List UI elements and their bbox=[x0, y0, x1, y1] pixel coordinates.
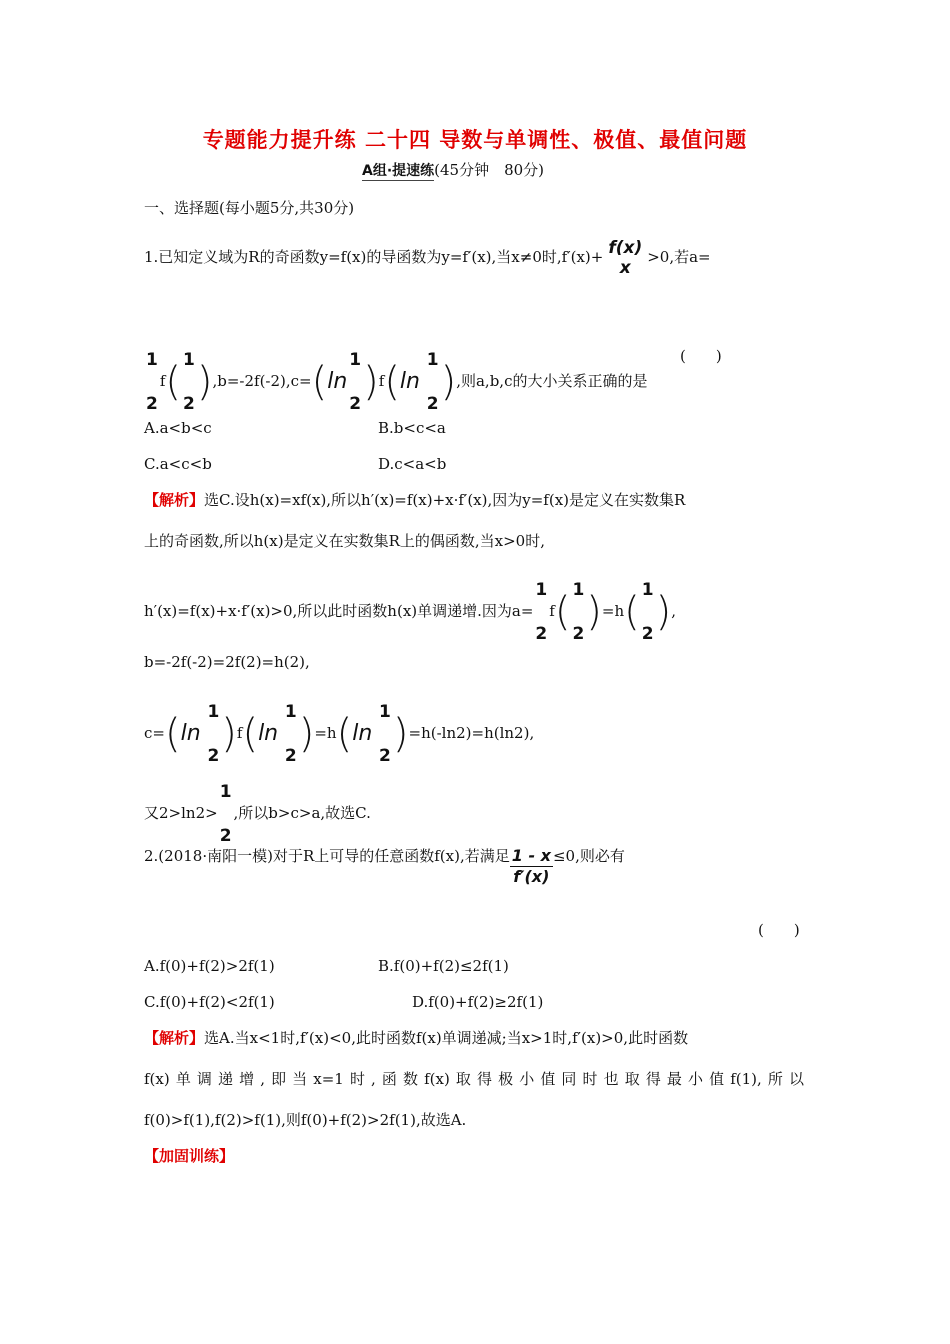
q1-stem-text-b: >0,若a= bbox=[647, 248, 711, 266]
paren-close: ) bbox=[298, 711, 315, 757]
c-eq: c= bbox=[144, 724, 165, 742]
q1-stem-line2 bbox=[144, 338, 647, 426]
den: 2 bbox=[207, 746, 220, 766]
num: 1 bbox=[284, 702, 297, 722]
q1-frac-den: x bbox=[619, 258, 631, 278]
paren-close: ) bbox=[363, 359, 379, 405]
num: 1 bbox=[426, 350, 439, 370]
q2-option-b: B.f(0)+f(2)≤2f(1) bbox=[378, 957, 509, 975]
reinforce-heading: 【加固训练】 bbox=[144, 1147, 235, 1165]
half bbox=[205, 690, 221, 778]
q1-answer-paren: ( ) bbox=[680, 347, 722, 365]
paren-open: ( bbox=[164, 711, 181, 757]
q2-solution-line3: f(0)>f(1),f(2)>f(1),则f(0)+f(2)>2f(1),故选A. bbox=[144, 1111, 467, 1129]
q1-stem-text: 1.已知定义域为R的奇函数y=f(x)的导函数为y=f′(x),当x≠0时,f′(x)+ bbox=[144, 248, 604, 266]
num: 1 bbox=[146, 350, 158, 370]
sol-text: h′(x)=f(x)+x·f′(x)>0,所以此时函数h(x)单调递增.因为a= bbox=[144, 602, 534, 620]
den: 2 bbox=[284, 746, 297, 766]
ln-symbol: ln bbox=[399, 369, 420, 394]
paren-open: ( bbox=[311, 359, 328, 405]
den: 2 bbox=[349, 394, 362, 414]
half bbox=[218, 770, 234, 858]
page-title: 专题能力提升练 二十四 导数与单调性、极值、最值问题 bbox=[202, 128, 748, 152]
paren-close: ) bbox=[586, 589, 602, 635]
num: 1 bbox=[349, 350, 362, 370]
f-symbol: f bbox=[378, 372, 385, 390]
num: 1 bbox=[572, 580, 585, 600]
half bbox=[425, 338, 441, 426]
q1-solution-line3 bbox=[144, 568, 676, 656]
group-header bbox=[362, 160, 544, 181]
paren-close: ) bbox=[196, 359, 213, 405]
q1-mid-text: ,b=-2f(-2),c= bbox=[212, 372, 312, 390]
paren-open: ( bbox=[165, 359, 182, 405]
num: 1 bbox=[207, 702, 220, 722]
half bbox=[570, 568, 586, 656]
half bbox=[283, 690, 299, 778]
num: 1 bbox=[219, 782, 232, 802]
q2-option-c: C.f(0)+f(2)<2f(1) bbox=[144, 993, 275, 1011]
paren-close: ) bbox=[655, 589, 672, 635]
paren-open: ( bbox=[242, 711, 259, 757]
q1-option-d: D.c<a<b bbox=[378, 455, 447, 473]
sol-text: 选A.当x<1时,f′(x)<0,此时函数f(x)单调递减;当x>1时,f′(x)>0,此时函数 bbox=[204, 1029, 689, 1047]
sol-text: 选C.设h(x)=xf(x),所以h′(x)=f(x)+x·f′(x),因为y=f(x)是定义在实数集R bbox=[204, 491, 686, 509]
q2-frac-num: 1 - x bbox=[511, 846, 551, 865]
den: 2 bbox=[426, 394, 439, 414]
q1-solution-line4: b=-2f(-2)=2f(2)=h(2), bbox=[144, 653, 310, 671]
q1-solution-line2: 上的奇函数,所以h(x)是定义在实数集R上的偶函数,当x>0时, bbox=[144, 532, 545, 550]
den: 2 bbox=[219, 826, 232, 846]
q1-option-a: A.a<b<c bbox=[144, 419, 212, 437]
q1-solution-line1 bbox=[144, 490, 685, 510]
f-symbol: f bbox=[549, 602, 555, 620]
q2-answer-paren: ( ) bbox=[758, 921, 800, 939]
ln-symbol: ln bbox=[180, 721, 201, 746]
q2-option-a: A.f(0)+f(2)>2f(1) bbox=[144, 957, 275, 975]
q1-fraction bbox=[606, 238, 644, 278]
jiexi-label: 【解析】 bbox=[144, 491, 205, 509]
num: 1 bbox=[379, 702, 391, 722]
num: 1 bbox=[183, 350, 195, 370]
den: 2 bbox=[183, 394, 195, 414]
ln-symbol: ln bbox=[258, 721, 279, 746]
den: 2 bbox=[146, 394, 158, 414]
den: 2 bbox=[641, 624, 654, 644]
paren-close: ) bbox=[392, 711, 409, 757]
sol-text: ,所以b>c>a,故选C. bbox=[233, 804, 371, 822]
paren-open: ( bbox=[336, 711, 353, 757]
half bbox=[181, 338, 197, 426]
half bbox=[640, 568, 656, 656]
half bbox=[377, 690, 393, 778]
paren-open: ( bbox=[384, 359, 400, 405]
q1-option-c: C.a<c<b bbox=[144, 455, 212, 473]
ln-symbol: ln bbox=[327, 369, 348, 394]
group-tag: A组·提速练 bbox=[362, 163, 435, 179]
den: 2 bbox=[379, 746, 391, 766]
section-heading: 一、选择题(每小题5分,共30分) bbox=[144, 199, 355, 217]
paren-close: ) bbox=[221, 711, 237, 757]
num: 1 bbox=[535, 580, 548, 600]
sol-text: 又2>ln2> bbox=[144, 804, 218, 822]
q1-end-text: ,则a,b,c的大小关系正确的是 bbox=[456, 372, 648, 390]
q1-stem bbox=[144, 238, 711, 278]
paren-close: ) bbox=[440, 359, 457, 405]
q2-stem-text-b: ≤0,则必有 bbox=[552, 847, 625, 865]
den: 2 bbox=[572, 624, 585, 644]
time-limit: (45分钟 80分) bbox=[434, 161, 545, 179]
jiexi-label: 【解析】 bbox=[144, 1029, 205, 1047]
den: 2 bbox=[535, 624, 548, 644]
q2-option-d: D.f(0)+f(2)≥2f(1) bbox=[412, 993, 544, 1011]
a-half bbox=[144, 338, 160, 426]
eq-h: =h bbox=[314, 724, 337, 742]
q2-frac-den: f′(x) bbox=[510, 866, 553, 887]
q2-solution-line1 bbox=[144, 1028, 688, 1048]
q2-stem-text: 2.(2018·南阳一模)对于R上可导的任意函数f(x),若满足 bbox=[144, 847, 510, 865]
paren-open: ( bbox=[624, 589, 640, 635]
half bbox=[533, 568, 549, 656]
eq-h: =h bbox=[601, 602, 625, 620]
q2-solution-line2: f(x)单调递增,即当x=1时,函数f(x)取得极小值同时也取得最小值f(1),所以 bbox=[144, 1070, 804, 1088]
q2-fraction bbox=[510, 846, 553, 887]
paren-open: ( bbox=[554, 589, 571, 635]
f-symbol: f bbox=[236, 724, 243, 742]
q1-option-b: B.b<c<a bbox=[378, 419, 446, 437]
f-symbol: f bbox=[159, 372, 166, 390]
q2-stem bbox=[144, 846, 625, 887]
comma: , bbox=[671, 602, 676, 620]
q1-solution-line6 bbox=[144, 770, 371, 858]
half bbox=[347, 338, 363, 426]
num: 1 bbox=[641, 580, 654, 600]
q1-frac-num: f(x) bbox=[608, 238, 643, 258]
q1-solution-line5 bbox=[144, 690, 534, 778]
ln-symbol: ln bbox=[352, 721, 373, 746]
sol-text: =h(-ln2)=h(ln2), bbox=[408, 724, 535, 742]
